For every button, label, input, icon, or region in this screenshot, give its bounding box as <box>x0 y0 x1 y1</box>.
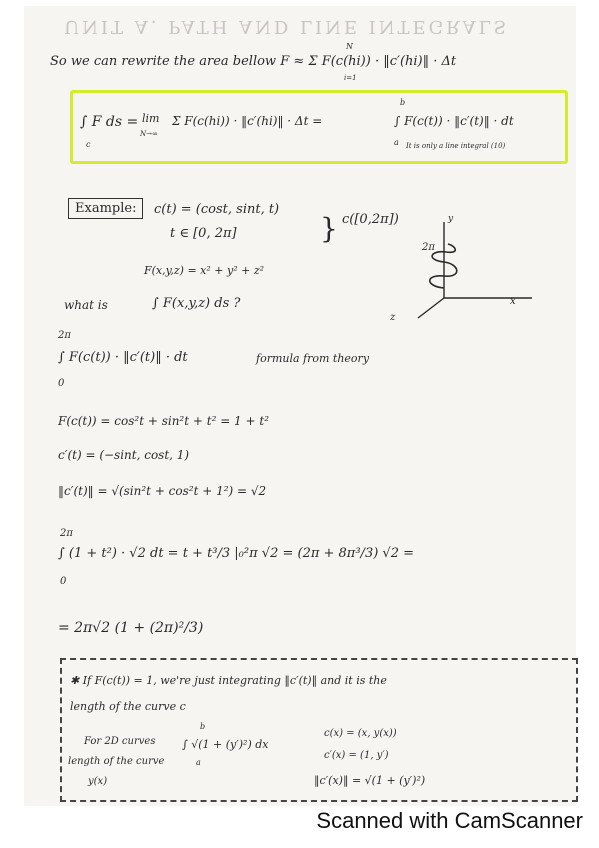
example-curve-set: c([0,2π]) <box>342 212 399 227</box>
result: = 2π√2 (1 + (2π)²/3) <box>58 620 204 636</box>
example-label: Example: <box>68 198 143 219</box>
integral2-lower: 0 <box>60 576 67 587</box>
scanner-watermark: Scanned with CamScanner <box>316 808 583 833</box>
formula-note: formula from theory <box>256 352 370 365</box>
note-cprime-x: c′(x) = (1, y′) <box>324 750 389 761</box>
example-parameter: t ∈ [0, 2π] <box>170 226 237 241</box>
c-prime: c′(t) = (−sint, cost, 1) <box>58 448 190 462</box>
integral-upper: 2π <box>58 330 71 341</box>
note-2d-curves: For 2D curves <box>84 736 156 747</box>
f-of-c: F(c(t)) = cos²t + sin²t + t² = 1 + t² <box>58 414 270 428</box>
example-function: F(x,y,z) = x² + y² + z² <box>144 264 265 277</box>
example-brace: } <box>320 212 338 245</box>
integral-lower: 0 <box>58 378 65 389</box>
note-line-1: ✱ If F(c(t)) = 1, we're just integrating ‖c′(t)‖ and it is the <box>70 674 387 687</box>
boxed-lower-a: a <box>394 138 399 147</box>
note-y-of-x: y(x) <box>88 776 108 787</box>
boxed-lim: lim <box>142 112 160 125</box>
boxed-right: ∫ F(c(t)) · ‖c′(t)‖ · dt <box>394 114 514 128</box>
axis-y-label: y <box>448 214 454 224</box>
c-prime-norm: ‖c′(t)‖ = √(sin²t + cos²t + 1²) = √2 <box>58 484 267 498</box>
axis-x-label: x <box>510 296 516 307</box>
note-int-lower: a <box>196 758 201 767</box>
note-line-2: length of the curve c <box>70 700 186 713</box>
example-curve: c(t) = (cost, sint, t) <box>154 202 280 217</box>
integral2-upper: 2π <box>60 528 73 539</box>
note-int-upper: b <box>200 722 206 731</box>
example-question-prefix: what is <box>64 298 108 312</box>
note-length-of-curve: length of the curve <box>68 756 165 767</box>
page-header-mirrored: UNIT A. PATH AND LINE INTEGRALS <box>64 16 509 37</box>
rewrite-line: So we can rewrite the area bellow F ≈ Σ F(c(hi)) · ‖c′(hi)‖ · Δt <box>50 54 457 69</box>
boxed-lim-sub: N→∞ <box>140 130 158 138</box>
axis-height-label: 2π <box>422 242 435 253</box>
boxed-note: It is only a line integral (10) <box>406 142 506 150</box>
boxed-middle: Σ F(c(hi)) · ‖c′(hi)‖ · Δt = <box>172 114 323 128</box>
boxed-left: ∫ F ds = <box>80 114 139 130</box>
example-question: ∫ F(x,y,z) ds ? <box>152 296 241 311</box>
axis-z-label: z <box>390 312 396 323</box>
boxed-curve-sub: c <box>86 140 91 149</box>
sum-lower-limit: i=1 <box>344 74 357 82</box>
scanned-page <box>24 6 576 806</box>
integral-formula: ∫ F(c(t)) · ‖c′(t)‖ · dt <box>58 350 188 365</box>
helix-3d-sketch <box>404 216 544 326</box>
calculation: ∫ (1 + t²) · √2 dt = t + t³/3 |₀²π √2 = (2π + 8π³/3) √2 = <box>58 546 414 561</box>
note-integral: ∫ √(1 + (y′)²) dx <box>182 738 269 751</box>
note-norm: ‖c′(x)‖ = √(1 + (y′)²) <box>314 774 426 787</box>
sum-upper-limit: N <box>346 42 353 51</box>
boxed-upper-b: b <box>400 98 406 107</box>
note-cx: c(x) = (x, y(x)) <box>324 728 397 739</box>
